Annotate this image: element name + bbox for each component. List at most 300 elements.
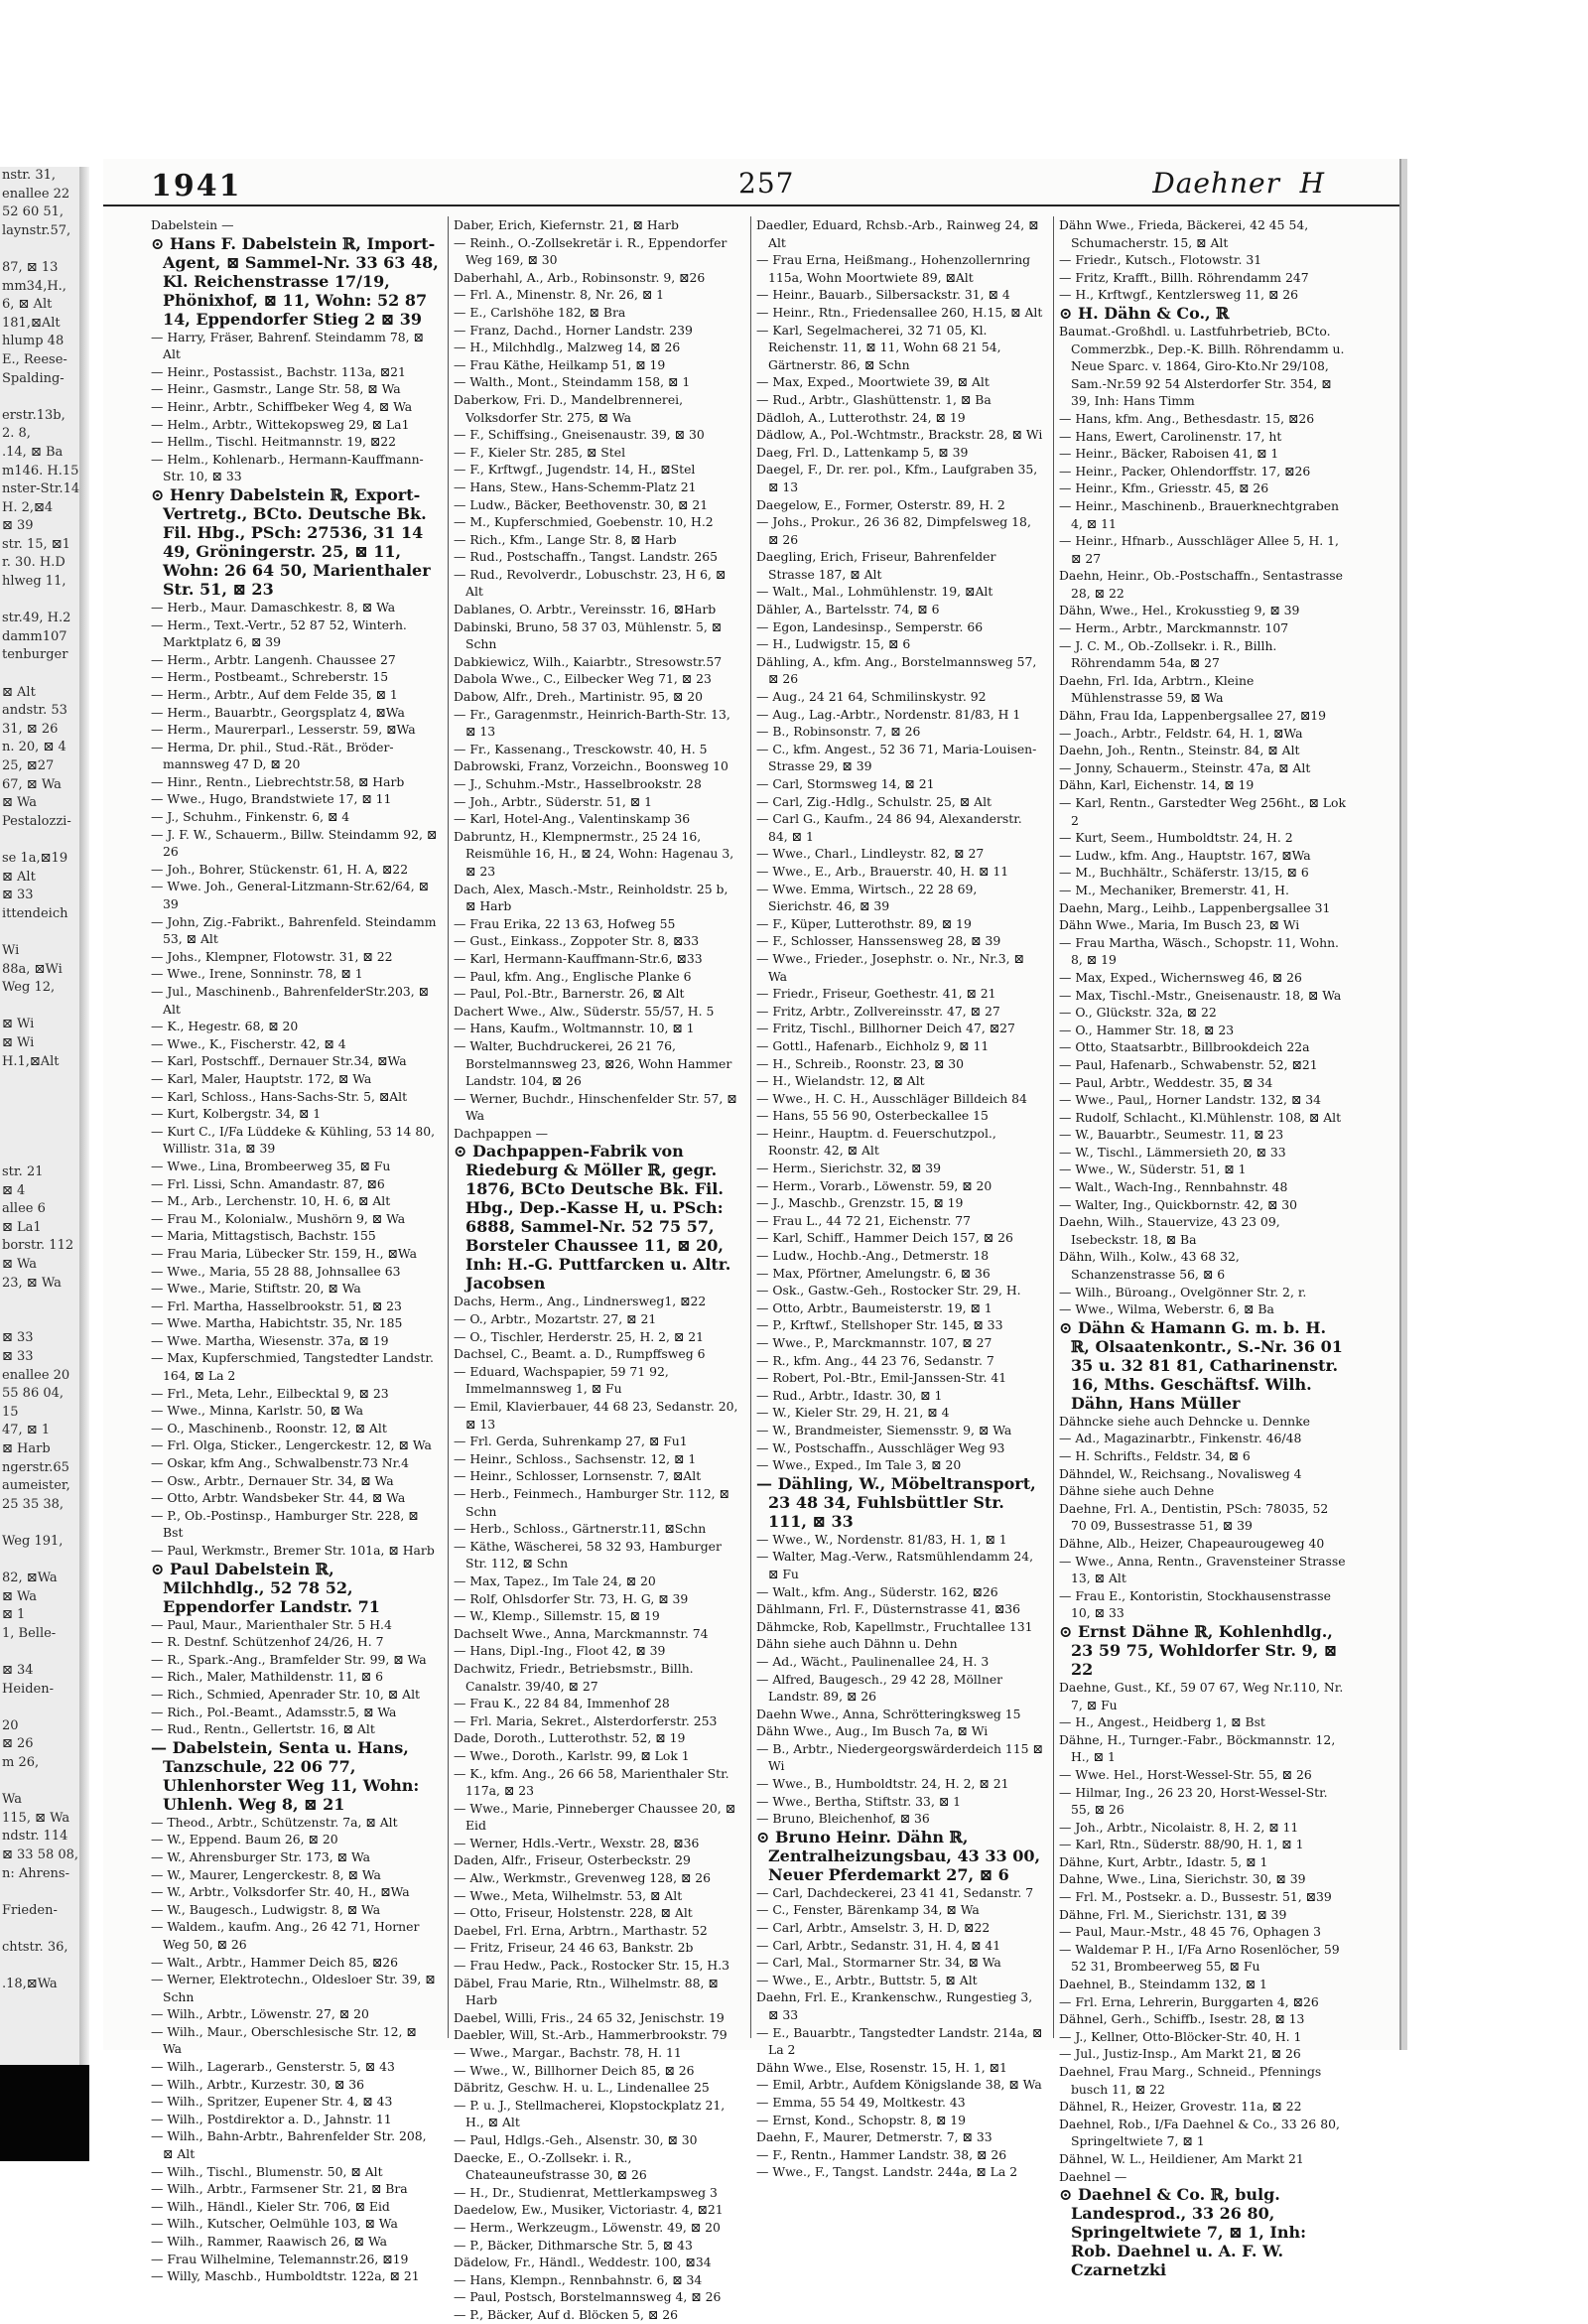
directory-entry: — Karl, Rentn., Garstedter Weg 256ht., ⊠ Lok 2 — [1059, 795, 1347, 828]
directory-entry: — Walter, Buchdruckerei, 26 21 76, Borstelmannsweg 23, ⊠26, Wohn Hammer Landstr. 104, ⊠ 26 — [454, 1037, 732, 1089]
adjacent-page-line: Frieden- — [2, 1902, 58, 1918]
directory-entry: Daehn, Joh., Rentn., Steinstr. 84, ⊠ Alt — [1059, 743, 1300, 758]
directory-page — [103, 159, 1401, 2322]
adjacent-page-line — [0, 1514, 79, 1533]
directory-entry: — P., Bäcker, Dithmarsche Str. 5, ⊠ 43 — [454, 2237, 693, 2253]
directory-entry: — Frau Hedw., Pack., Rostocker Str. 15, H.3 — [454, 1958, 730, 1974]
adjacent-page-line: enallee 20 — [2, 1367, 70, 1383]
directory-entry: — Frau Erna, Heißmang., Hohenzollernring 115a, Wohn Moortwiete 89, ⊠Alt — [756, 252, 1031, 285]
directory-entry: — Hellm., Tischl. Heitmannstr. 19, ⊠22 — [151, 434, 397, 450]
directory-entry: — Wwe. Hel., Horst-Wessel-Str. 55, ⊠ 26 — [1059, 1766, 1312, 1782]
adjacent-page-line: 15 — [2, 1404, 19, 1420]
directory-entry: — Walt., Arbtr., Hammer Deich 85, ⊠26 — [151, 1954, 399, 1970]
directory-entry: Daebel, Willi, Fris., 24 65 32, Jenischstr. 19 — [454, 2009, 725, 2025]
directory-entry: Dädelow, Fr., Händl., Weddestr. 100, ⊠34 — [454, 2255, 712, 2270]
directory-entry: — Carl, Arbtr., Amselstr. 3, H. D, ⊠22 — [756, 1920, 991, 1936]
adjacent-page-line — [0, 1127, 79, 1146]
directory-entry: — Walter, Mag.-Verw., Ratsmühlendamm 24, ⊠ Fu — [756, 1549, 1034, 1581]
adjacent-page-line: enallee 22 — [2, 186, 70, 202]
directory-entry: — Kurt C., I/Fa Lüddeke & Kühling, 53 14 80, Willistr. 31a, ⊠ 39 — [151, 1123, 436, 1157]
directory-entry: Daedler, Eduard, Rchsb.-Arb., Rainweg 24, ⊠ Alt — [756, 217, 1039, 250]
directory-entry: ⊙ Bruno Heinr. Dähn ℝ, Zentralheizungsbau, 43 33 00, Neuer Pferdemarkt 27, ⊠ 6 — [756, 1827, 1041, 1884]
directory-entry: — Walth., Mont., Steindamm 158, ⊠ 1 — [454, 374, 691, 390]
directory-entry: — Wilh., Arbtr., Farmsener Str. 21, ⊠ Bra — [151, 2181, 408, 2197]
directory-entry: — B., Robinsonstr. 7, ⊠ 26 — [756, 724, 921, 740]
adjacent-page-line: Pestalozzi- — [2, 813, 71, 829]
directory-entry: — Paul, Hdlgs.-Geh., Alsenstr. 30, ⊠ 30 — [454, 2131, 698, 2147]
directory-entry: Dähn, Frau Ida, Lappenbergsallee 27, ⊠19 — [1059, 708, 1327, 724]
directory-entry: — Osw., Arbtr., Dernauer Str. 34, ⊠ Wa — [151, 1472, 394, 1488]
directory-entry: — K., kfm. Ang., 26 66 58, Marienthaler Str. 117a, ⊠ 23 — [454, 1765, 729, 1799]
directory-entry: Dähne, H., Turnger.-Fabr., Böckmannstr. 12, H., ⊠ 1 — [1059, 1731, 1336, 1765]
adjacent-page-line: ndstr. 114 — [2, 1829, 68, 1845]
adjacent-page-line: n: Ahrens- — [2, 1865, 69, 1881]
directory-entry: — Max, Tapez., Im Tale 24, ⊠ 20 — [454, 1572, 656, 1588]
directory-entry: Daden, Alfr., Friseur, Osterbeckstr. 29 — [454, 1852, 691, 1868]
directory-entry: — Wilh., Arbtr., Kurzestr. 30, ⊠ 36 — [151, 2076, 364, 2092]
directory-entry: — Wwe., Marie, Pinneberger Chaussee 20, ⊠ Eid — [454, 1800, 736, 1834]
directory-entry: — J., Schuhm., Finkenstr. 6, ⊠ 4 — [151, 809, 350, 825]
directory-entry: Dachsel, C., Beamt. a. D., Rumpffsweg 6 — [454, 1346, 706, 1362]
directory-entry: — Karl, Postschff., Dernauer Str.34, ⊠Wa — [151, 1053, 407, 1069]
adjacent-page-line: Wi — [2, 942, 20, 958]
adjacent-page-line — [0, 831, 79, 850]
directory-entry: Dabkiewicz, Wilh., Kaiarbtr., Stresowstr.57 — [454, 653, 723, 669]
directory-entry: Daehn, Frl. E., Krankenschw., Rungestieg 3, ⊠ 33 — [756, 1989, 1033, 2022]
adjacent-page-line: ⊠ 26 — [2, 1736, 34, 1752]
directory-entry: — Wwe., Hugo, Brandstwiete 17, ⊠ 11 — [151, 791, 392, 807]
directory-entry: — Wwe., K., Fischerstr. 42, ⊠ 4 — [151, 1035, 346, 1051]
directory-entry: Daecke, E., O.-Zollsekr. i. R., Chateauneufstrasse 30, ⊠ 26 — [454, 2149, 647, 2183]
adjacent-page-line — [0, 1071, 79, 1090]
directory-entry: — J., Kellner, Otto-Blöcker-Str. 40, H. 1 — [1059, 2028, 1302, 2044]
directory-entry: — Egon, Landesinsp., Semperstr. 66 — [756, 618, 984, 634]
directory-entry: Daebel, Frl. Erna, Arbtrn., Marthastr. 52 — [454, 1922, 708, 1938]
directory-entry: Daberhahl, A., Arb., Robinsonstr. 9, ⊠26 — [454, 269, 706, 285]
adjacent-page-line: .18,⊠Wa — [2, 1977, 58, 1992]
directory-entry: — Hans, 55 56 90, Osterbeckallee 15 — [756, 1108, 989, 1124]
directory-entry: Dabelstein — — [151, 217, 234, 232]
directory-entry: — Wwe., Bertha, Stiftstr. 33, ⊠ 1 — [756, 1793, 962, 1809]
directory-entry: — Hans, kfm. Ang., Bethesdastr. 15, ⊠26 — [1059, 410, 1315, 426]
directory-entry: — Max, Kupferschmied, Tangstedter Landstr. 164, ⊠ La 2 — [151, 1350, 434, 1384]
directory-entry: — Frau E., Kontoristin, Stockhausenstrasse 10, ⊠ 33 — [1059, 1587, 1331, 1621]
directory-entry: Dabruntz, H., Klempnermstr., 25 24 16, Reismühle 16, H., ⊠ 24, Wohn: Hagenau 3, ⊠ 23 — [454, 828, 734, 879]
adjacent-page-line: m 26, — [2, 1755, 40, 1771]
directory-entry: — Werner, Hdls.-Vertr., Wexstr. 28, ⊠36 — [454, 1835, 700, 1850]
directory-entry: — Wwe. Martha, Wiesenstr. 37a, ⊠ 19 — [151, 1332, 389, 1348]
directory-entry: Daegling, Erich, Friseur, Bahrenfelder Strasse 187, ⊠ Alt — [756, 549, 996, 582]
directory-entry: — C., kfm. Angest., 52 36 71, Maria-Louisen-Strasse 29, ⊠ 39 — [756, 741, 1037, 774]
directory-entry: Daber, Erich, Kiefernstr. 21, ⊠ Harb — [454, 217, 679, 232]
directory-entry: — Frau M., Kolonialw., Mushörn 9, ⊠ Wa — [151, 1210, 406, 1226]
directory-entry: — Heinr., Postassist., Bachstr. 113a, ⊠21 — [151, 363, 406, 379]
directory-entry: — W., Baugesch., Ludwigstr. 8, ⊠ Wa — [151, 1901, 381, 1917]
directory-entry: — Fritz, Tischl., Billhorner Deich 47, ⊠27 — [756, 1021, 1015, 1036]
directory-entry: — Wwe., Marie, Stiftstr. 20, ⊠ Wa — [151, 1281, 361, 1297]
directory-entry: — Max, Tischl.-Mstr., Gneisenaustr. 18, ⊠ Wa — [1059, 987, 1342, 1003]
directory-entry: — Wilh., Bahn-Arbtr., Bahrenfelder Str. 208, ⊠ Alt — [151, 2128, 427, 2162]
directory-entry: — Fritz, Arbtr., Zollvereinsstr. 47, ⊠ 27 — [756, 1003, 1000, 1019]
directory-entry: — Heinr., Bäcker, Raboisen 41, ⊠ 1 — [1059, 446, 1279, 462]
directory-entry: — Heinr., Bauarb., Silbersackstr. 31, ⊠ 4 — [756, 287, 1010, 303]
adjacent-page-line: ⊠ 39 — [2, 518, 34, 534]
directory-entry: — Jul., Maschinenb., BahrenfelderStr.203, ⊠ Alt — [151, 984, 430, 1017]
directory-entry: — Wilh., Spritzer, Eupener Str. 4, ⊠ 43 — [151, 2094, 393, 2110]
directory-entry: — Eduard, Wachspapier, 59 71 92, Immelmannsweg 1, ⊠ Fu — [454, 1363, 669, 1397]
scan-shadow — [0, 2065, 89, 2161]
directory-entry: — Heinr., Gasmstr., Lange Str. 58, ⊠ Wa — [151, 381, 401, 397]
directory-entry: Dähler, A., Bartelsstr. 74, ⊠ 6 — [756, 602, 940, 617]
directory-entry: Daehnel, Rob., I/Fa Daehnel & Co., 33 26 80, Springeltwiete 7, ⊠ 1 — [1059, 2116, 1340, 2149]
adjacent-page-line: 88a, ⊠Wi — [2, 961, 63, 977]
directory-entry: Däbel, Frau Marie, Rtn., Wilhelmstr. 88, ⊠ Harb — [454, 1975, 719, 2008]
directory-entry: Daehnel — — [1059, 2168, 1127, 2184]
directory-entry: — Frau Käthe, Heilkamp 51, ⊠ 19 — [454, 356, 666, 372]
directory-entry: — Friedr., Kutsch., Flotowstr. 31 — [1059, 252, 1262, 268]
directory-entry: — Hans, Stew., Hans-Schemm-Platz 21 — [454, 478, 697, 494]
directory-entry: — Gust., Einkass., Zoppoter Str. 8, ⊠33 — [454, 933, 700, 949]
directory-entry: Daehn, Marg., Leihb., Lappenbergsallee 31 — [1059, 899, 1331, 915]
page-header — [103, 159, 1399, 206]
directory-entry: — J., Schuhm.-Mstr., Hasselbrookstr. 28 — [454, 776, 702, 791]
adjacent-page-line: ⊠ Wi — [2, 1017, 35, 1032]
directory-entry: Dabola Wwe., C., Eilbecker Weg 71, ⊠ 23 — [454, 671, 712, 687]
directory-entry: — Johs., Prokur., 26 36 82, Dimpfelsweg 18, ⊠ 26 — [756, 514, 1031, 547]
directory-entry: — Wwe., Frieder., Josephstr. o. Nr., Nr.3, ⊠ Wa — [756, 950, 1024, 984]
directory-entry: — Paul, Postsch, Borstelmannsweg 4, ⊠ 26 — [454, 2289, 722, 2305]
directory-entry: — Ludw., kfm. Ang., Hauptstr. 167, ⊠Wa — [1059, 847, 1311, 863]
directory-entry: — J., Maschb., Grenzstr. 15, ⊠ 19 — [756, 1195, 964, 1211]
directory-entry: ⊙ Dachpappen-Fabrik von Riedeburg & Möller ℝ, gegr. 1876, BCto Deutsche Bk. Fil. Hbg., Dep.-Kasse H, u. PSch: 6888, Sammel-Nr. 52 75 57, Borsteler Chaussee 11, ⊠ 20, Inh: H.-G. Puttfarcken u. Altr. Jacobsen — [454, 1142, 731, 1294]
header-page-number: 257 — [738, 167, 795, 200]
directory-entry: — C., Fenster, Bärenkamp 34, ⊠ Wa — [756, 1902, 980, 1918]
directory-entry: — Wwe., Doroth., Karlstr. 99, ⊠ Lok 1 — [454, 1747, 690, 1763]
directory-entry: Daehn, F., Maurer, Detmerstr. 7, ⊠ 33 — [756, 2129, 992, 2145]
header-letter: H — [1299, 167, 1324, 200]
directory-entry: — O., Hammer Str. 18, ⊠ 23 — [1059, 1022, 1235, 1037]
adjacent-page-line: ngerstr.65 — [2, 1459, 69, 1475]
directory-entry: — Dähling, W., Möbeltransport, 23 48 34, Fuhlsbüttler Str. 111, ⊠ 33 — [756, 1473, 1036, 1531]
directory-entry: — Wilh., Händl., Kieler Str. 706, ⊠ Eid — [151, 2198, 390, 2214]
directory-entry: — Heinr., Schloss., Sachsenstr. 12, ⊠ 1 — [454, 1450, 697, 1466]
directory-entry: — H., Krftwgf., Kentzlersweg 11, ⊠ 26 — [1059, 287, 1299, 303]
directory-entry: — Wwe., Lina, Brombeerweg 35, ⊠ Fu — [151, 1158, 391, 1173]
directory-entry: — Heinr., Kfm., Griesstr. 45, ⊠ 26 — [1059, 480, 1269, 496]
directory-entry: — Waldemar P. H., I/Fa Arno Rosenlöcher, 59 52 31, Brombeerweg 55, ⊠ Fu — [1059, 1941, 1340, 1975]
adjacent-page-line: laynstr.57, — [2, 222, 71, 238]
directory-entry: — W., Ahrensburger Str. 173, ⊠ Wa — [151, 1848, 370, 1864]
directory-entry: — Wilh., Büroang., Ovelgönner Str. 2, r. — [1059, 1284, 1307, 1299]
directory-entry: — Otto, Friseur, Holstenstr. 228, ⊠ Alt — [454, 1905, 693, 1921]
directory-entry: — Wwe., Wilma, Weberstr. 6, ⊠ Ba — [1059, 1301, 1274, 1317]
directory-entry: — Maria, Mittagstisch, Bachstr. 155 — [151, 1228, 376, 1244]
adjacent-page-line: ⊠ Harb — [2, 1440, 51, 1456]
directory-entry: — P., Krftwf., Stellshoper Str. 145, ⊠ 33 — [756, 1317, 1003, 1333]
adjacent-page-line: 55 86 04, — [2, 1386, 65, 1402]
directory-entry: ⊙ Henry Dabelstein ℝ, Export-Vertretg., BCto. Deutsche Bk. Fil. Hbg., PSch: 27536, 31 14 49, Gröningerstr. 25, ⊠ 11, Wohn: 26 64 50, Marienthaler Str. 51, ⊠ 23 — [151, 484, 431, 599]
directory-entry: Daehnel, Frau Marg., Schneid., Pfennings busch 11, ⊠ 22 — [1059, 2064, 1322, 2097]
directory-entry: Dade, Doroth., Lutterothstr. 52, ⊠ 19 — [454, 1730, 686, 1746]
directory-entry: — Rud., Arbtr., Idastr. 30, ⊠ 1 — [756, 1387, 943, 1403]
directory-entry: Daehn Wwe., Anna, Schrötteringksweg 15 — [756, 1706, 1021, 1721]
directory-entry: — Ludw., Hochb.-Ang., Detmerstr. 18 — [756, 1248, 990, 1264]
directory-entry: — Paul, Hafenarb., Schwabenstr. 52, ⊠21 — [1059, 1056, 1318, 1072]
column-rule — [750, 216, 751, 2038]
directory-entry: — Fr., Garagenmstr., Heinrich-Barth-Str. 13, ⊠ 13 — [454, 706, 730, 740]
adjacent-page-line: ⊠ 34 — [2, 1663, 34, 1679]
directory-entry: Dädlow, A., Pol.-Wchtmstr., Brackstr. 28, ⊠ Wi — [756, 427, 1043, 443]
directory-entry: — Helm., Arbtr., Wittekopsweg 29, ⊠ La1 — [151, 416, 410, 432]
directory-entry: — Emil, Arbtr., Aufdem Königslande 38, ⊠ Wa — [756, 2077, 1042, 2093]
adjacent-page-line: 2. 8, — [2, 426, 31, 442]
adjacent-page-line: erstr.13b, — [2, 407, 66, 423]
directory-entry: — F., Rentn., Hammer Landstr. 38, ⊠ 26 — [756, 2146, 1007, 2162]
adjacent-page-line — [0, 240, 79, 259]
directory-entry: — Käthe, Wäscherei, 58 32 93, Hamburger Str. 112, ⊠ Schn — [454, 1538, 722, 1572]
directory-entry: — Wwe., Maria, 55 28 88, Johnsallee 63 — [151, 1263, 401, 1279]
directory-entry: Dähn, Wilh., Kolw., 43 68 32, Schanzenstrasse 56, ⊠ 6 — [1059, 1249, 1240, 1283]
directory-entry: Dähn Wwe., Frieda, Bäckerei, 42 45 54, Schumacherstr. 15, ⊠ Alt — [1059, 217, 1309, 250]
directory-entry: Dabrowski, Franz, Vorzeichn., Boonsweg 10 — [454, 758, 728, 774]
directory-entry: — W., Brandmeister, Siemensstr. 9, ⊠ Wa — [756, 1422, 1012, 1437]
adjacent-page-line — [0, 1108, 79, 1127]
directory-entry: — Frl. Gerda, Suhrenkamp 27, ⊠ Fu1 — [454, 1434, 688, 1449]
adjacent-page-line: ⊠ Wi — [2, 1034, 35, 1050]
directory-entry: — Wwe., Anna, Rentn., Gravensteiner Strasse 13, ⊠ Alt — [1059, 1553, 1346, 1586]
directory-entry: — Wilh., Arbtr., Löwenstr. 27, ⊠ 20 — [151, 2006, 369, 2022]
adjacent-page-line: ⊠ 4 — [2, 1182, 26, 1198]
directory-entry: — Werner, Elektrotechn., Oldesloer Str. 39, ⊠ Schn — [151, 1972, 436, 2004]
directory-entry: — Wilh., Lagerarb., Gensterstr. 5, ⊠ 43 — [151, 2059, 395, 2075]
adjacent-page-line: 47, ⊠ 1 — [2, 1423, 51, 1438]
directory-entry: — Wwe., Paul,, Horner Landstr. 132, ⊠ 34 — [1059, 1092, 1322, 1108]
adjacent-page-line: ⊠ 33 58 08, — [2, 1847, 79, 1863]
adjacent-page-line — [0, 388, 79, 407]
directory-entry: Daehne, Frl. A., Dentistin, PSch: 78035, 52 70 09, Bussestrasse 51, ⊠ 39 — [1059, 1500, 1329, 1534]
directory-entry: Dähne siehe auch Dehne — [1059, 1483, 1215, 1499]
adjacent-page-line — [0, 1552, 79, 1571]
directory-entry: — Alfred, Baugesch., 29 42 28, Möllner Landstr. 89, ⊠ 26 — [756, 1671, 1003, 1705]
directory-entry: — W., Postschaffn., Ausschläger Weg 93 — [756, 1439, 1005, 1455]
header-year: 1941 — [151, 169, 242, 204]
adjacent-page-line: 6, ⊠ Alt — [2, 297, 53, 313]
adjacent-page-line: m146. H.15 — [2, 463, 79, 478]
directory-entry: — O., Glückstr. 32a, ⊠ 22 — [1059, 1005, 1217, 1021]
directory-entry: Dähne, Frl. M., Sierichstr. 131, ⊠ 39 — [1059, 1906, 1287, 1922]
adjacent-page-line — [0, 1090, 79, 1109]
directory-entry: — R., kfm. Ang., 44 23 76, Sedanstr. 7 — [756, 1352, 994, 1368]
directory-entry: — Frau Martha, Wäsch., Schopstr. 11, Wohn. 8, ⊠ 19 — [1059, 934, 1339, 968]
directory-entry: — Gottl., Hafenarb., Eichholz 9, ⊠ 11 — [756, 1037, 990, 1053]
directory-entry: — Wilh., Maur., Oberschlesische Str. 12, ⊠ Wa — [151, 2023, 417, 2057]
directory-entry: — Wwe., Margar., Bachstr. 78, H. 11 — [454, 2045, 682, 2060]
directory-entry: Dähnel, R., Heizer, Grovestr. 11a, ⊠ 22 — [1059, 2099, 1302, 2115]
directory-entry: — H. Schrifts., Feldstr. 34, ⊠ 6 — [1059, 1448, 1251, 1463]
directory-entry: — H., Milchhdlg., Malzweg 14, ⊠ 26 — [454, 340, 681, 355]
adjacent-page-line: .14, ⊠ Ba — [2, 444, 64, 460]
directory-entry: Baumat.-Großhdl. u. Lastfuhrbetrieb, BCto. Commerzbk., Dep.-K. Billh. Röhrendamm u. Neue Sparc. v. 1864, Giro-Kto.Nr 29/108, Sam.-Nr.59 92 54 Alsterdorfer Str. 354, ⊠ 39, Inh: Hans Timm — [1059, 323, 1345, 409]
directory-entry: — Hans, Dipl.-Ing., Floot 42, ⊠ 39 — [454, 1643, 666, 1659]
directory-entry: — Frl. Martha, Hasselbrookstr. 51, ⊠ 23 — [151, 1298, 402, 1313]
directory-entry: — Carl, Dachdeckerei, 23 41 41, Sedanstr. 7 — [756, 1884, 1034, 1900]
directory-entry: — Wwe., Exped., Im Tale 3, ⊠ 20 — [756, 1457, 962, 1473]
adjacent-page-line: H. 2,⊠4 — [2, 499, 54, 515]
column-4 — [1059, 216, 1347, 2280]
directory-entry: — Wilh., Rammer, Raawisch 26, ⊠ Wa — [151, 2234, 388, 2249]
directory-entry: — Rolf, Ohlsdorfer Str. 73, H. G, ⊠ 39 — [454, 1590, 689, 1606]
directory-entry: — H., Wielandstr. 12, ⊠ Alt — [756, 1073, 925, 1089]
directory-entry: — R. Destnf. Schützenhof 24/26, H. 7 — [151, 1634, 384, 1650]
directory-entry: Dähn siehe auch Dähnn u. Dehn — [756, 1636, 958, 1652]
directory-entry: — Wwe., W., Süderstr. 51, ⊠ 1 — [1059, 1162, 1247, 1177]
adjacent-page-line: 20 — [2, 1717, 19, 1733]
directory-entry: — Wwe. Joh., General-Litzmann-Str.62/64, ⊠ 39 — [151, 879, 430, 912]
column-3 — [756, 216, 1044, 2180]
directory-entry: — Herb., Maur. Damaschkestr. 8, ⊠ Wa — [151, 599, 396, 615]
directory-entry: — Heinr., Arbtr., Schiffbeker Weg 4, ⊠ Wa — [151, 398, 413, 414]
adjacent-page-line — [0, 665, 79, 684]
adjacent-page-line: r. 30. H.D — [2, 555, 66, 571]
directory-entry: Dähn Wwe., Aug., Im Busch 7a, ⊠ Wi — [756, 1723, 989, 1739]
adjacent-page-line: str. 21 — [2, 1164, 44, 1180]
directory-entry: — F., Kieler Str. 285, ⊠ Stel — [454, 444, 626, 460]
directory-entry: — Ernst, Kond., Schopstr. 8, ⊠ 19 — [756, 2112, 967, 2127]
directory-entry: — O., Tischler, Herderstr. 25, H. 2, ⊠ 21 — [454, 1328, 705, 1344]
directory-entry: Dähn, Wwe., Hel., Krokusstieg 9, ⊠ 39 — [1059, 603, 1300, 618]
directory-entry: Dach, Alex, Masch.-Mstr., Reinholdstr. 25 b, ⊠ Harb — [454, 881, 728, 914]
directory-entry: ⊙ Dähn & Hamann G. m. b. H. ℝ, Olsaatenkontr., S.-Nr. 36 01 35 u. 32 81 81, Catharinenstr. 16, Mths. Geschäftsf. Wilh. Dähn, Hans Müller — [1059, 1317, 1343, 1413]
directory-entry: — Joh., Arbtr., Nicolaistr. 8, H. 2, ⊠ 11 — [1059, 1819, 1299, 1835]
adjacent-page-line — [0, 1145, 79, 1163]
directory-entry: — Karl, Schloss., Hans-Sachs-Str. 5, ⊠Alt — [151, 1088, 408, 1104]
directory-entry: — M., Buchhältr., Schäferstr. 13/15, ⊠ 6 — [1059, 865, 1309, 881]
directory-entry: — Walter, Ing., Quickbornstr. 42, ⊠ 30 — [1059, 1196, 1298, 1212]
adjacent-page-line: tenburger — [2, 647, 68, 663]
directory-entry: — Frl. M., Postsekr. a. D., Bussestr. 51, ⊠39 — [1059, 1889, 1332, 1905]
directory-entry: — J. C. M., Ob.-Zollsekr. i. R., Billh. Röhrendamm 54a, ⊠ 27 — [1059, 637, 1277, 671]
column-2 — [454, 216, 741, 2322]
directory-entry: Dählmann, Frl. F., Düsternstrasse 41, ⊠36 — [756, 1601, 1020, 1617]
directory-entry: Dähn Wwe., Maria, Im Busch 23, ⊠ Wi — [1059, 917, 1300, 933]
directory-entry: — Oskar, kfm Ang., Schwalbenstr.73 Nr.4 — [151, 1455, 410, 1471]
directory-entry: — Frl. Lissi, Schn. Amandastr. 87, ⊠6 — [151, 1175, 385, 1191]
adjacent-page-line: ⊠ Alt — [2, 869, 36, 885]
directory-entry: — E., Bauarbtr., Tangstedter Landstr. 214a, ⊠ La 2 — [756, 2024, 1043, 2058]
directory-entry: — Otto, Arbtr., Baumeisterstr. 19, ⊠ 1 — [756, 1299, 992, 1315]
directory-entry: Dachwitz, Friedr., Betriebsmstr., Billh. Canalstr. 39/40, ⊠ 27 — [454, 1660, 694, 1694]
directory-entry: — Wwe., E., Arbtr., Buttstr. 5, ⊠ Alt — [756, 1972, 978, 1987]
directory-entry: Daegelow, E., Former, Osterstr. 89, H. 2 — [756, 496, 1005, 512]
directory-entry: — John, Zig.-Fabrikt., Bahrenfeld. Steindamm 53, ⊠ Alt — [151, 913, 437, 947]
directory-entry: — Paul, Maur.-Mstr., 48 45 76, Ophagen 3 — [1059, 1924, 1322, 1940]
header-running-name: Daehner — [1152, 167, 1280, 200]
directory-entry: — Paul, Arbtr., Weddestr. 35, ⊠ 34 — [1059, 1074, 1273, 1090]
adjacent-page-line: ⊠ Wa — [2, 795, 38, 811]
adjacent-page-line: str.49, H.2 — [2, 611, 71, 626]
directory-entry: — Herm., Bauarbtr., Georgsplatz 4, ⊠Wa — [151, 704, 405, 720]
column-rule — [1053, 216, 1054, 2038]
directory-entry: Daegel, F., Dr. rer. pol., Kfm., Laufgraben 35, ⊠ 13 — [756, 462, 1038, 494]
directory-entry: — Fritz, Friseur, 24 46 63, Bankstr. 2b — [454, 1940, 694, 1956]
adjacent-page-line: ⊠ Wa — [2, 1588, 38, 1604]
directory-entry: ⊙ H. Dähn & Co., ℝ — [1059, 303, 1230, 323]
directory-entry: — O., Arbtr., Mozartstr. 27, ⊠ 21 — [454, 1311, 657, 1327]
directory-entry: — Hans, Klempn., Rennbahnstr. 6, ⊠ 34 — [454, 2271, 703, 2287]
directory-entry: — Carl, Zig.-Hdlg., Schulstr. 25, ⊠ Alt — [756, 793, 992, 809]
adjacent-page-line — [0, 1883, 79, 1902]
directory-entry: — Rich., Kfm., Lange Str. 8, ⊠ Harb — [454, 531, 677, 547]
directory-entry: Daedelow, Ew., Musiker, Victoriastr. 4, ⊠21 — [454, 2202, 724, 2218]
directory-entry: — Wwe., E., Arb., Brauerstr. 40, H. ⊠ 11 — [756, 863, 1009, 879]
directory-entry: — Jul., Justiz-Insp., Am Markt 21, ⊠ 26 — [1059, 2046, 1301, 2062]
directory-entry: — Wwe., W., Nordenstr. 81/83, H. 1, ⊠ 1 — [756, 1531, 1007, 1547]
directory-entry: ⊙ Paul Dabelstein ℝ, Milchhdlg., 52 78 52, Eppendorfer Landstr. 71 — [151, 1559, 380, 1616]
directory-entry: — Robert, Pol.-Btr., Emil-Janssen-Str. 41 — [756, 1370, 1007, 1386]
directory-entry: — W., Bauarbtr., Seumestr. 11, ⊠ 23 — [1059, 1127, 1284, 1143]
adjacent-page-line: Weg 12, — [2, 980, 56, 996]
adjacent-page-line: aumeister, — [2, 1478, 70, 1494]
directory-entry: — W., Arbtr., Volksdorfer Str. 40, H., ⊠Wa — [151, 1884, 410, 1900]
directory-entry: — H., Schreib., Roonstr. 23, ⊠ 30 — [756, 1055, 965, 1071]
directory-entry: ⊙ Hans F. Dabelstein ℝ, Import-Agent, ⊠ Sammel-Nr. 33 63 48, Kl. Reichenstrasse 17/19, Phönixhof, ⊠ 11, Wohn: 52 87 14, Eppendorfer Stieg 2 ⊠ 39 — [151, 233, 439, 329]
adjacent-page-line: 67, ⊠ Wa — [2, 776, 62, 792]
adjacent-page-line: str. 15, ⊠1 — [2, 536, 70, 552]
directory-entry: — H., Dr., Studienrat, Mettlerkampsweg 3 — [454, 2184, 718, 2200]
adjacent-page-line: andstr. 53 — [2, 703, 67, 719]
directory-entry: — Karl, Schiff., Hammer Deich 157, ⊠ 26 — [756, 1230, 1013, 1246]
adjacent-page-strip — [0, 167, 79, 2065]
directory-entry: — Herm., Postbeamt., Schreberstr. 15 — [151, 669, 389, 685]
directory-entry: — Osk., Gastw.-Geh., Rostocker Str. 29, H. — [756, 1283, 1021, 1299]
directory-entry: — Frl. Maria, Sekret., Alsterdorferstr. 253 — [454, 1712, 718, 1728]
adjacent-page-line: ⊠ Wa — [2, 1257, 38, 1273]
directory-entry: Dachselt Wwe., Anna, Marckmannstr. 74 — [454, 1625, 709, 1641]
directory-entry: — W., Eppend. Baum 26, ⊠ 20 — [151, 1832, 338, 1847]
adjacent-page-line: 31, ⊠ 26 — [2, 721, 59, 737]
directory-entry: — F., Krftwgf., Jugendstr. 14, H., ⊠Stel — [454, 462, 696, 478]
directory-entry: Dähling, A., kfm. Ang., Borstelmannsweg 57, ⊠ 26 — [756, 653, 1037, 687]
directory-entry: — Joach., Arbtr., Feldstr. 64, H. 1, ⊠Wa — [1059, 725, 1303, 741]
adjacent-page-line — [0, 1773, 79, 1792]
directory-entry: — Waldem., kaufm. Ang., 26 42 71, Horner Weg 50, ⊠ 26 — [151, 1919, 420, 1952]
directory-entry: — Rudolf, Schlacht., Kl.Mühlenstr. 108, ⊠ Alt — [1059, 1109, 1342, 1125]
directory-entry: — Rud., Arbtr., Glashüttenstr. 1, ⊠ Ba — [756, 391, 992, 407]
adjacent-page-line: allee 6 — [2, 1201, 46, 1217]
directory-entry: — Wwe., Meta, Wilhelmstr. 53, ⊠ Alt — [454, 1887, 683, 1903]
directory-entry: Daeg, Frl. D., Lattenkamp 5, ⊠ 39 — [756, 444, 969, 460]
directory-entry: — Otto, Staatsarbtr., Billbrookdeich 22a — [1059, 1039, 1310, 1055]
adjacent-page-line: 23, ⊠ Wa — [2, 1275, 62, 1291]
adjacent-page-line: hlweg 11, — [2, 574, 66, 590]
adjacent-page-line: hlump 48 — [2, 334, 65, 349]
directory-entry: Dähne, Kurt, Arbtr., Idastr. 5, ⊠ 1 — [1059, 1853, 1268, 1869]
adjacent-page-line: nster-Str.14 — [2, 481, 80, 497]
adjacent-page-line: ⊠ 33 — [2, 1349, 34, 1364]
directory-entry: — Herma, Dr. phil., Stud.-Rät., Bröder-mannsweg 47 D, ⊠ 20 — [151, 739, 394, 772]
directory-entry: — Frl. Olga, Sticker., Lengerckestr. 12, ⊠ Wa — [151, 1437, 432, 1453]
adjacent-page-line: H.1,⊠Alt — [2, 1053, 60, 1069]
directory-entry: — Theod., Arbtr., Schützenstr. 7a, ⊠ Alt — [151, 1814, 398, 1830]
directory-entry: Dachert Wwe., Alw., Süderstr. 55/57, H. 5 — [454, 1003, 715, 1019]
directory-entry: — Herb., Feinmech., Hamburger Str. 112, ⊠ Schn — [454, 1486, 729, 1519]
directory-entry: — Paul, Werkmstr., Bremer Str. 101a, ⊠ Harb — [151, 1543, 435, 1558]
directory-entry: — Wwe., W., Billhorner Deich 85, ⊠ 26 — [454, 2062, 695, 2078]
directory-entry: — Karl, Maler, Hauptstr. 172, ⊠ Wa — [151, 1070, 372, 1086]
directory-entry: — Herm., Vorarb., Löwenstr. 59, ⊠ 20 — [756, 1177, 992, 1193]
directory-entry: — P. u. J., Stellmacherei, Klopstockplatz 21, H., ⊠ Alt — [454, 2097, 726, 2130]
directory-entry: — Frl. A., Minenstr. 8, Nr. 26, ⊠ 1 — [454, 287, 665, 303]
